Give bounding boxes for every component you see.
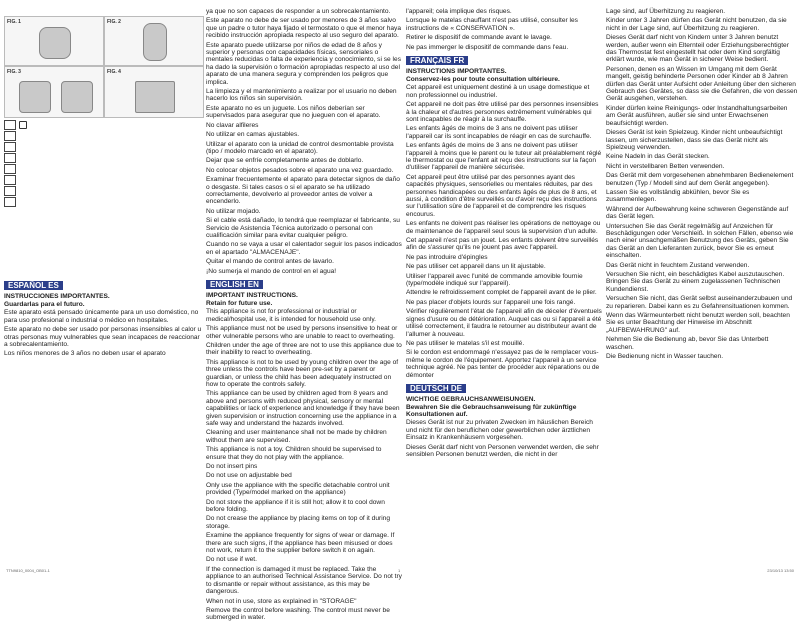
footer-file-id: TTN9810_0004_OB01-1 — [6, 568, 50, 573]
paragraph: Lage sind, auf Überhitzung zu reagieren. — [606, 8, 726, 15]
paragraph: Das Gerät mit dem vorgesehenen abnehmbaren Bedienelement benutzen (Typ / Modell sind auf dem Gerät angegeben). — [606, 172, 794, 187]
footer-timestamp: 23/10/13 13:50 — [767, 568, 794, 573]
paragraph: Ne pas placer d'objets lourds sur l'appareil une fois rangé. — [406, 298, 576, 306]
paragraph: Los niños menores de 3 años no deben usar el aparato — [4, 350, 166, 358]
paragraph: Das Gerät nicht in feuchtem Zustand verwenden. — [606, 261, 750, 269]
paragraph: Versuchen Sie nicht, ein beschädigtes Kabel auszutauschen. Bringen Sie das Gerät zu einem zugelassenen Technischen Kundendienst. — [606, 271, 785, 293]
paragraph: Cet appareil ne doit pas être utilisé par des personnes insensibles à la chaleur et d'autres personnes extrêmement vulnérables qui sont incapables de réagir à la surchauffe. — [406, 101, 599, 123]
french-top — [406, 8, 602, 51]
paragraph: This appliance can be used by children aged from 8 years and above and persons with reduced physical, sensory or mental capabilities or lack of experience and knowledge if they have been given supervision or instruction concerning use the appliance in a safe way and understand the hazards involved. — [206, 390, 400, 427]
connector-illustration — [19, 81, 51, 113]
column-spanish — [4, 8, 202, 568]
paragraph: Dejar que se enfríe completamente antes de doblarlo. — [206, 157, 364, 165]
paragraph: Cet appareil peut être utilisé par des personnes ayant des capacités physiques, sensorielles ou mentales réduites, par des personnes handicapées ou des enfants âgés de plus de 8 ans, et aussi, à condition d'être surveillés ou d'avoir reçu des instructions sur l'utilisation sûre de l'appareil et de comprendre les risques encourus. — [406, 173, 597, 218]
paragraph: Ne pas immerger le dispositif de commande dans l'eau. — [406, 43, 569, 51]
figure-3 — [4, 66, 104, 118]
paragraph: No clavar alfileres — [206, 121, 259, 129]
read-instructions-icon — [4, 197, 16, 207]
paragraph: Keine Nadeln in das Gerät stecken. — [606, 153, 710, 161]
figures-top — [4, 8, 202, 118]
paragraph: Cuando no se vaya a usar el calentador seguir los pasos indicados en el apartado "ALMACENAJE". — [206, 241, 402, 256]
spanish-heading: INSTRUCCIONES IMPORTANTES. — [4, 293, 110, 301]
german-body — [406, 419, 602, 458]
paragraph: Die Bedienung nicht in Wasser tauchen. — [606, 353, 724, 361]
paragraph: Cet appareil n'est pas un jouet. Les enfants doivent être surveillés afin de s'assurer qu'ils ne jouent pas avec l'appareil. — [406, 237, 599, 252]
control-unit-illustration — [39, 27, 71, 59]
paragraph: Ne pas utiliser le matelas s'il est mouillé. — [406, 339, 525, 347]
paragraph: l'appareil; cela implique des risques. — [406, 8, 512, 15]
remote-illustration — [143, 23, 167, 61]
connector-illustration — [61, 81, 93, 113]
paragraph: Este aparato no es un juguete. Los niños deberían ser supervisados para asegurar que no jueguen con el aparato. — [206, 104, 381, 120]
paragraph: Versuchen Sie nicht, das Gerät selbst auseinanderzubauen und zu reparieren. Dabei kann es zu Gefahrensituationen kommen. — [606, 295, 793, 310]
paragraph: Während der Aufbewahrung keine schweren Gegenstände auf das Gerät legen. — [606, 205, 789, 221]
paragraph: Do not crease the appliance by placing items on top of it during storage. — [206, 515, 391, 530]
paragraph: ya que no son capaces de responder a un sobrecalentamiento. — [206, 8, 391, 15]
french-subheading: Conservez-les pour toute consultation ultérieure. — [406, 76, 560, 84]
figure-1 — [4, 16, 104, 66]
paragraph: Remove the control before washing. The control must never be submerged in water. — [206, 606, 390, 622]
french-heading: INSTRUCTIONS IMPORTANTES. — [406, 68, 507, 76]
paragraph: Este aparato puede utilizarse por niños de edad de 8 años y superior y personas con capacidades físicas, sensoriales o mentales reducidas o falta de experiencia y conocimiento, si se les ha dado la supervisión o formación apropiadas respecto al uso del aparato de una manera segura y comprenden los peligros que implica. — [206, 41, 401, 86]
column-french — [406, 8, 602, 568]
english-subheading: Retain for future use. — [206, 300, 273, 308]
fig-label: FIG. 1 — [7, 19, 21, 25]
paragraph: Untersuchen Sie das Gerät regelmäßig auf Anzeichen für Beschädigungen oder Verschleiß. In solchen Fällen, ebenso wie nach einer unsachgemäßen Benutzung des Geräts, geben Sie das Gerät an den Lieferanten zurück, bevor Sie es erneut einschalten. — [606, 222, 794, 260]
info-icon — [19, 121, 27, 129]
paragraph: Dieses Gerät ist nur zu privaten Zwecken im häuslichen Bereich und nicht für den beruflichen oder gewerblichen oder ärztlichen Einsatz in Krankenhäusern vorgesehen. — [406, 419, 593, 442]
no-iron-icon — [4, 153, 16, 163]
paragraph: Nehmen Sie die Bedienung ab, bevor Sie das Unterbett waschen. — [606, 336, 769, 351]
paragraph: Vérifier régulièrement l'état de l'appareil afin de déceler d'éventuels signes d'usure ou de détérioration. Auquel cas ou si l'appareil a été utilisé correctement, il faudra le retourner au distributeur avant de l'allumer à nouveau. — [406, 308, 602, 338]
no-tumble-dry-icon — [4, 142, 16, 152]
paragraph: Cet appareil est uniquement destiné à un usage domestique et non professionnel ou industriel. — [406, 84, 590, 99]
paragraph: Retirer le dispositif de commande avant le lavage. — [406, 34, 552, 42]
paragraph: Do not store the appliance if it is still hot; allow it to cool down before folding. — [206, 498, 385, 514]
paragraph: No utilizar mojado. — [206, 207, 261, 215]
do-not-use-folded-icon — [4, 186, 16, 196]
paragraph: Kinder unter 3 Jahren dürfen das Gerät nicht benutzen, da sie nicht in der Lage sind, auf Überhitzung zu reagieren. — [606, 17, 787, 32]
no-dry-clean-icon — [4, 164, 16, 174]
pad-illustration — [135, 81, 175, 113]
paragraph: Lorsque le matelas chauffant n'est pas utilisé, consulter les instructions de « CONSERVATION ». — [406, 17, 578, 32]
english-heading: IMPORTANT INSTRUCTIONS. — [206, 292, 298, 300]
paragraph: Este aparato está pensado únicamente para un uso doméstico, no para uso profesional o industrial o médico en hospitales. — [4, 309, 199, 324]
spanish-body — [4, 309, 202, 357]
paragraph: Dieses Gerät ist kein Spielzeug. Kinder nicht unbeaufsichtigt lassen, um sicherzustellen, dass sie das Gerät nicht als Spielzeug verwenden. — [606, 129, 783, 151]
english-body — [206, 308, 402, 621]
paragraph: Si el cable está dañado, lo tendrá que reemplazar el fabricante, su Servicio de Asistencia Técnica autorizado o personal con cualificación similar para evitar cualquier peligro. — [206, 217, 400, 239]
paragraph: This appliance is not a toy. Children should be supervised to ensure that they do not play with the appliance. — [206, 446, 382, 461]
fig-label: FIG. 4 — [107, 69, 121, 75]
paragraph: Les enfants âgés de moins de 3 ans ne doivent pas utiliser l'appareil à moins que le parent ou le tuteur ait préalablement réglé le thermostat ou que l'enfant ait reçu des instructions sur la façon d'utiliser l'appareil de manière sécurisée. — [406, 142, 602, 172]
paragraph: When not in use, store as explained in "STORAGE" — [206, 597, 357, 605]
paragraph: Children under the age of three are not to use this appliance due to their inability to react to overheating. — [206, 341, 402, 357]
paragraph: Only use the appliance with the specific detachable control unit provided (Type/model marked on the appliance) — [206, 481, 390, 497]
french-body — [406, 84, 602, 379]
section-title-french: FRANÇAIS FR — [406, 56, 468, 65]
paragraph: Quitar el mando de control antes de lavarlo. — [206, 258, 334, 266]
paragraph: Do not use on adjustable bed — [206, 472, 292, 480]
section-title-spanish: ESPAÑOL ES — [4, 281, 63, 290]
german-subheading: Bewahren Sie die Gebrauchsanweisung für zukünftige Konsultationen auf. — [406, 404, 577, 419]
paragraph: Examinar frecuentemente el aparato para detectar signos de daño o desgaste. Si tales casos o si el aparato se ha utilizado correctamente, devolverlo al proveedor antes de volver a encenderlo. — [206, 176, 400, 206]
symbol-legend — [4, 120, 202, 278]
paragraph: Do not insert pins — [206, 463, 258, 470]
footer-page-number: 1 — [398, 568, 401, 573]
paragraph: Examine the appliance frequently for signs of wear or damage. If there are such signs, if the appliance has been misused or does not work, return it to the supplier before switch it on again. — [206, 532, 395, 555]
paragraph: Wenn das Wärmeunterbett nicht benutzt werden soll, beachten Sie es unter Beachtung der Hinweise im Abschnitt „AUFBEWAHRUNG" auf. — [606, 312, 790, 334]
paragraph: Les enfants âgés de moins de 3 ans ne doivent pas utiliser l'appareil car ils sont incapables de réagir en cas de surchauffe. — [406, 125, 592, 140]
figure-2 — [104, 16, 204, 66]
spanish-subheading: Guardarlas para el futuro. — [4, 301, 85, 309]
fig-label: FIG. 2 — [107, 19, 121, 25]
paragraph: Les enfants ne doivent pas réaliser les opérations de nettoyage ou de maintenance de l'appareil seul sous la supervision d'un adulte. — [406, 220, 601, 235]
section-title-german: DEUTSCH DE — [406, 384, 466, 393]
paragraph: Lassen Sie es vollständig abkühlen, bevor Sie es zusammenlegen. — [606, 188, 750, 204]
paragraph: Si le cordon est endommagé n'essayez pas de le remplacer vous-même le cordon de l'équipement. Apportez l'appareil à un service technique agréé. Ne pas tenter de procéder aux réparations ou de démonter — [406, 349, 600, 379]
paragraph: This appliance is not to be used by young children over the age of three unless the controls have been pre-set by a parent or guardian, or unless the child has been adequately instructed on how to operate the controls safely. — [206, 358, 399, 388]
paragraph: No colocar objetos pesados sobre el aparato una vez guardado. — [206, 166, 394, 174]
paragraph: ¡No sumerja el mando de control en el agua! — [206, 267, 337, 275]
paragraph: Dieses Gerät darf nicht von Personen verwendet werden, die sehr sensiblen Personen benutzt werden, die nicht in der — [406, 443, 599, 458]
paragraph: This appliance is not for professional or industrial or medical/hospital use, it is intended for household use only. — [206, 308, 376, 323]
german-continued — [606, 8, 798, 360]
column-spanish-english — [206, 8, 402, 622]
paragraph: This appliance must not be used by persons insensitive to heat or other vulnerable persons who are unable to react to overheating. — [206, 325, 398, 340]
german-heading: WICHTIGE GEBRAUCHSANWEISUNGEN. — [406, 396, 536, 404]
paragraph: Personen, denen es an Wissen im Umgang mit dem Gerät mangelt, geistig behinderte Personen oder Kinder ab 8 Jahren dürfen das Gerät unter Aufsicht oder Anleitung über den sicheren Gebrauch des Gerätes, so dass sie die Gefahren, die von dessen Gerät ausgehen, verstehen. — [606, 65, 798, 103]
paragraph: Cleaning and user maintenance shall not be made by children without them are supervised. — [206, 429, 387, 444]
paragraph: Kinder dürfen keine Reinigungs- oder Instandhaltungsarbeiten am Gerät ausführen, außer sie sind unter Erwachsenen beaufsichtigt werden. — [606, 104, 788, 127]
paragraph: Dieses Gerät darf nicht von Kindern unter 3 Jahren benutzt werden, außer wenn ein Elternteil oder Erziehungsberechtigter das Thermostat fest eingestellt hat oder dem Kind sorgfältig erklärt wurde, wie man Gerät in sicherer Weise bedient. — [606, 34, 789, 64]
paragraph: Utilizar el aparato con la unidad de control desmontable provista (tipo / modelo marcado en el aparato). — [206, 140, 394, 155]
wash-symbol-icon — [4, 120, 16, 130]
paragraph: Ne pas utiliser cet appareil dans un lit ajustable. — [406, 263, 546, 271]
paragraph: If the connection is damaged it must be replaced. Take the appliance to an authorised Technical Assistance Service. Do not try to dismantle or repair without assistance, as this may be dangerous. — [206, 565, 402, 596]
figure-4 — [104, 66, 204, 118]
paragraph: Este aparato no debe de ser usado por menores de 3 años salvo que un padre o tutor haya fijado el termostato o que el menor haya recibido instrucción apropiada respecto al uso seguro del aparato. — [206, 17, 402, 40]
paragraph: Este aparato no debe ser usado por personas insensibles al calor u otras personas muy vulnerables que sean incapaces de reaccionar a sobrecalentamiento. — [4, 326, 202, 348]
paragraph: Ne pas introduire d'épingles — [406, 253, 488, 261]
paragraph: Utiliser l'appareil avec l'unité de commande amovible fournie (type/modèle indiqué sur l'appareil). — [406, 272, 583, 288]
fig-label: FIG. 3 — [7, 69, 21, 75]
no-bleach-icon — [4, 131, 16, 141]
paragraph: No utilizar en camas ajustables. — [206, 131, 300, 139]
do-not-insert-pins-icon — [4, 175, 16, 185]
paragraph: La limpieza y el mantenimiento a realizar por el usuario no deben hacerlo los niños sin supervisión. — [206, 88, 397, 103]
section-title-english: ENGLISH EN — [206, 280, 263, 289]
spanish-continued — [206, 8, 402, 275]
column-german — [606, 8, 798, 568]
paragraph: Do not use if wet. — [206, 556, 257, 564]
paragraph: Attendre le refroidissement complet de l'appareil avant de le plier. — [406, 289, 597, 297]
paragraph: Nicht in verstellbaren Betten verwenden. — [606, 162, 725, 170]
